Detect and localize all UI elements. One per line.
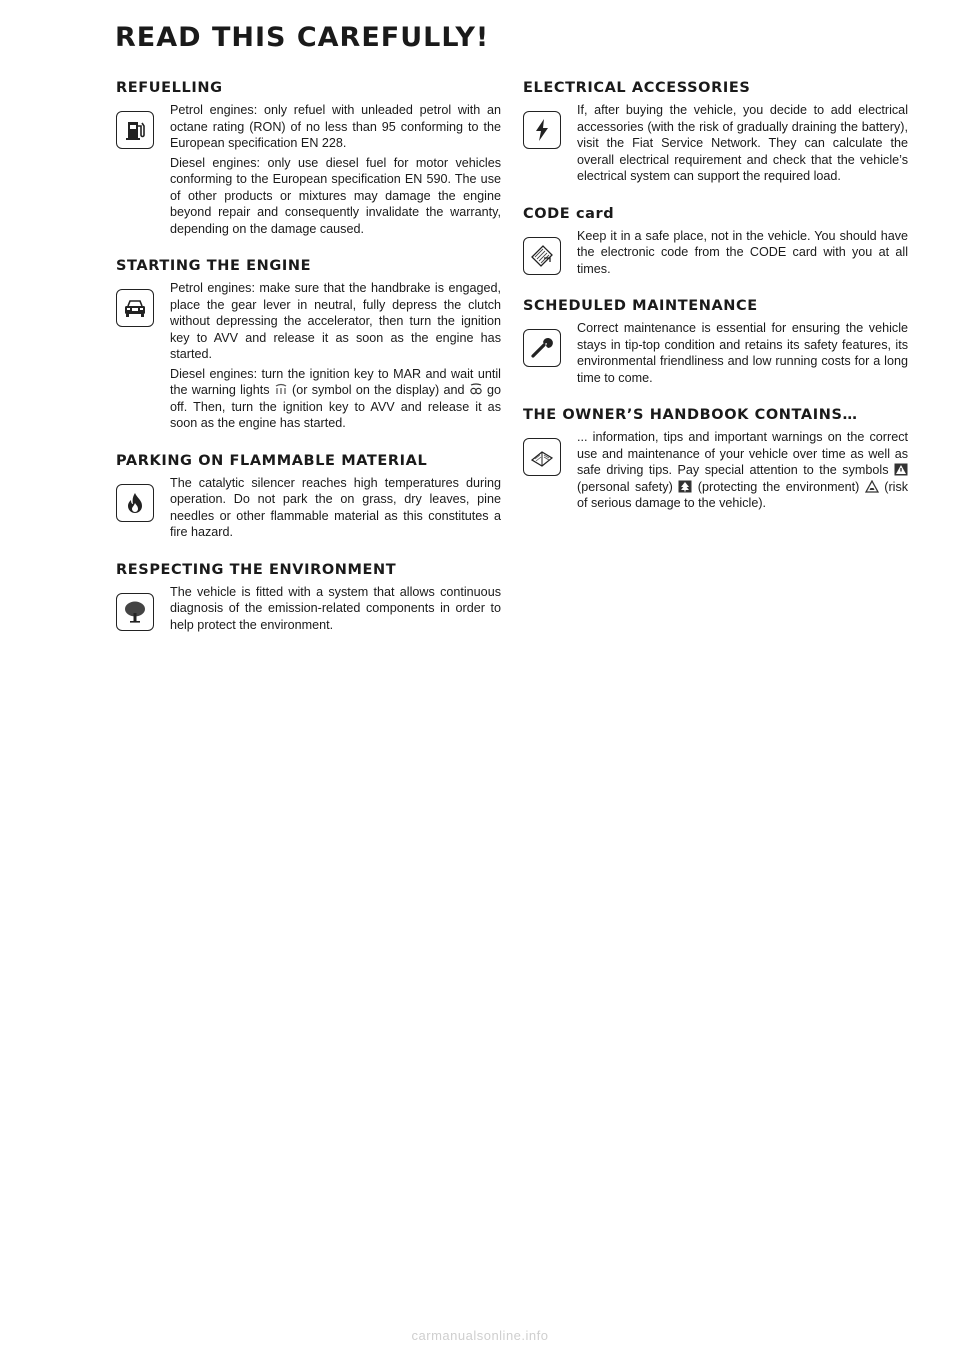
section-electrical bbox=[523, 80, 908, 188]
preheat-icon bbox=[469, 383, 483, 396]
environment-symbol-icon bbox=[678, 480, 692, 493]
fuel-pump-icon bbox=[116, 111, 154, 149]
text-fragment: ... information, tips and important warnings on the correct use and maintenance of your vehicle over time as well as safe driving tips. Pay special attention to the symbols bbox=[577, 430, 908, 477]
lightning-icon bbox=[523, 111, 561, 149]
paragraph: Correct maintenance is essential for ensuring the vehicle stays in tip-top condition and retains its safety features, its environmental friendliness and low running costs for a long time to come. bbox=[577, 321, 908, 385]
paragraph: Diesel engines: only use diesel fuel for motor vehicles conforming to the European specification EN 590. The use of other products or mixtures may damage the engine beyond repair and consequently invalidate the warranty, depending on the damage caused. bbox=[170, 155, 501, 236]
page-title: READ THIS CAREFULLY! bbox=[115, 22, 490, 53]
paragraph-diesel bbox=[170, 366, 501, 432]
paragraph-handbook bbox=[577, 429, 908, 512]
vehicle-damage-icon bbox=[865, 480, 879, 493]
text-fragment: (protecting the environment) bbox=[697, 479, 860, 494]
open-book-icon bbox=[523, 438, 561, 476]
paragraph: Petrol engines: only refuel with unleaded petrol with an octane rating (RON) of no less than 95 conforming to the European specification EN 228. bbox=[170, 103, 501, 150]
right-column bbox=[523, 80, 908, 533]
text-fragment: (personal safety) bbox=[577, 479, 673, 494]
watermark-credit: carmanualsonline.info bbox=[411, 1328, 549, 1343]
section-environment bbox=[116, 562, 501, 637]
section-maintenance bbox=[523, 298, 908, 389]
paragraph: The catalytic silencer reaches high temperatures during operation. Do not park the on grass, dry leaves, pine needles or other flammable material as this constitutes a fire hazard. bbox=[170, 475, 501, 539]
paragraph: Keep it in a safe place, not in the vehicle. You should have the electronic code from the CODE card with you at all times. bbox=[577, 228, 908, 276]
car-front-icon bbox=[116, 289, 154, 327]
text-fragment: (or symbol on the display) and bbox=[292, 383, 465, 397]
section-heading: PARKING ON FLAMMABLE MATERIAL bbox=[116, 452, 428, 469]
section-handbook bbox=[523, 407, 908, 515]
section-heading: STARTING THE ENGINE bbox=[116, 258, 312, 274]
paragraph: Petrol engines: make sure that the handbrake is engaged, place the gear lever in neutral, fully depress the clutch without depressing the accelerator, then turn the ignition key to AVV and release it as soon as the engine has started. bbox=[170, 281, 501, 361]
left-column bbox=[116, 80, 501, 654]
section-heading: THE OWNER’S HANDBOOK CONTAINS… bbox=[523, 407, 858, 423]
personal-safety-icon bbox=[894, 463, 908, 476]
section-parking bbox=[116, 453, 501, 544]
section-heading: SCHEDULED MAINTENANCE bbox=[523, 298, 758, 314]
wrench-icon bbox=[523, 329, 561, 367]
section-heading: CODE card bbox=[523, 205, 615, 222]
section-heading: RESPECTING THE ENVIRONMENT bbox=[116, 561, 397, 578]
flame-icon bbox=[116, 484, 154, 522]
tree-icon bbox=[116, 593, 154, 631]
section-code-card bbox=[523, 206, 908, 281]
glow-plug-icon bbox=[274, 383, 288, 396]
paragraph: The vehicle is fitted with a system that allows continuous diagnosis of the emission-related components in order to help protect the environment. bbox=[170, 584, 501, 632]
section-starting-engine bbox=[116, 258, 501, 435]
text-fragment: (risk of serious damage to the vehicle). bbox=[577, 479, 909, 510]
section-heading: ELECTRICAL ACCESSORIES bbox=[523, 80, 751, 96]
paragraph: If, after buying the vehicle, you decide to add electrical accessories (with the risk of gradually draining the battery), visit the Fiat Service Network. They can calculate the overall electrical requirement and check that the vehicle’s electrical system can support the required load. bbox=[577, 103, 908, 183]
code-card-icon bbox=[523, 237, 561, 275]
text-fragment: Diesel engines: turn the ignition key to MAR and wait until the warning lights bbox=[170, 366, 501, 397]
section-heading: REFUELLING bbox=[116, 80, 223, 96]
text-fragment: go off. Then, turn the ignition key to AVV and release it as soon as the engine has started. bbox=[170, 383, 502, 430]
section-refuelling bbox=[116, 80, 501, 240]
